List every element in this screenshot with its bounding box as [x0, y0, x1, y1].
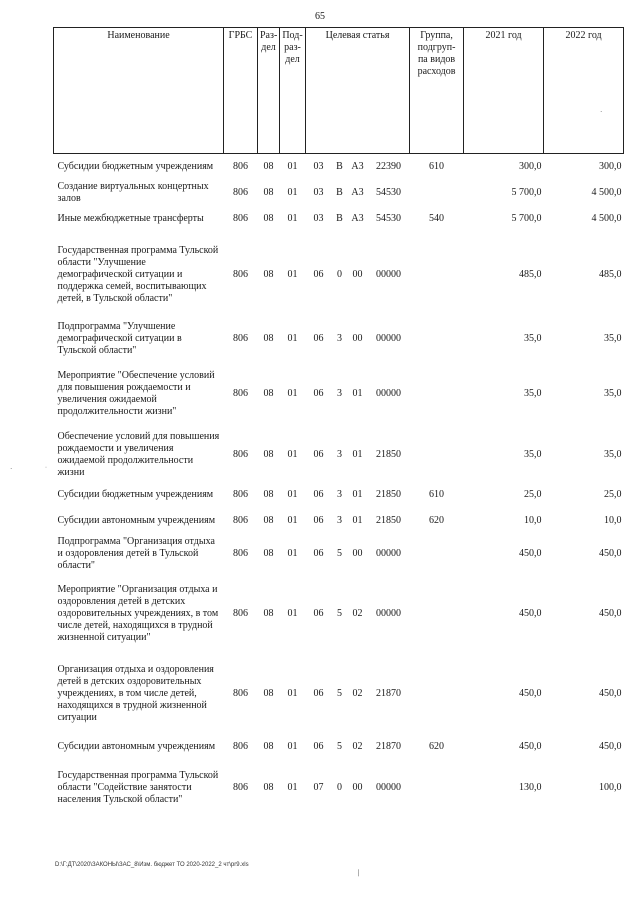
row-name: Мероприятие "Организация отдыха и оздоровления детей в детских оздоровительных учреждениях, в том числе детей, находящихся в трудной жизненной ситуации" [57, 583, 219, 643]
row-target-direction: 00000 [376, 607, 402, 619]
scan-dot: · [45, 465, 47, 471]
row-target-event: А3 [351, 186, 364, 198]
row-target-event: 01 [352, 514, 363, 526]
header-group: Группа, подгруп- па видов расходов [410, 28, 464, 154]
row-amount-2022: 300,0 [599, 160, 622, 172]
header-target: Целевая статья [306, 28, 410, 154]
row-target-direction: 00000 [376, 781, 402, 793]
row-razdel: 08 [263, 268, 274, 280]
table-row [54, 232, 624, 318]
row-target-program: 06 [313, 268, 324, 280]
row-grbs: 806 [233, 387, 248, 399]
table-body [54, 154, 624, 816]
pen-mark: \ [355, 867, 362, 880]
row-expense-group [410, 232, 464, 318]
header-2021: 2021 год [464, 28, 544, 154]
row-expense-group [410, 318, 464, 360]
table-row [54, 482, 624, 508]
row-target-subprogram: 3 [337, 488, 342, 500]
row-amount-2022: 450,0 [599, 687, 622, 699]
footer-file-path: D:\Г:ДТ\2020\ЗАКОНЫ\ЗАС_8\Изм. бюджет ТО 2020-2022_2 чт\pr9.xls [55, 862, 249, 868]
row-podrazdel: 01 [287, 514, 298, 526]
table-row [54, 574, 624, 654]
header-podrazdel: Под- раз- дел [280, 28, 306, 154]
row-name: Государственная программа Тульской области "Улучшение демографической ситуации и поддержка семей, воспитывающих детей, в Тульской области" [57, 244, 219, 304]
row-grbs: 806 [233, 186, 248, 198]
row-name: Субсидии бюджетным учреждениям [57, 488, 214, 500]
row-expense-group [410, 654, 464, 734]
row-target-program: 06 [313, 514, 324, 526]
row-target-program: 06 [313, 448, 324, 460]
row-expense-group [410, 534, 464, 574]
row-amount-2021: 450,0 [519, 740, 542, 752]
row-podrazdel: 01 [287, 547, 298, 559]
row-target-direction: 00000 [376, 387, 402, 399]
row-grbs: 806 [233, 332, 248, 344]
row-target-subprogram: В [336, 212, 343, 224]
table-row [54, 734, 624, 760]
row-name: Иные межбюджетные трансферты [57, 212, 204, 224]
row-razdel: 08 [263, 687, 274, 699]
row-grbs: 806 [233, 740, 248, 752]
row-target-program: 06 [313, 332, 324, 344]
row-amount-2022: 35,0 [604, 448, 622, 460]
row-target-direction: 00000 [376, 332, 402, 344]
row-amount-2022: 450,0 [599, 740, 622, 752]
row-expense-group [410, 574, 464, 654]
row-grbs: 806 [233, 160, 248, 172]
row-target-event: 00 [352, 781, 363, 793]
table-row [54, 318, 624, 360]
row-target-program: 06 [313, 488, 324, 500]
row-name: Организация отдыха и оздоровления детей в детских оздоровительных учреждениях, в том числе детей, находящихся в трудной жизненной ситуации [57, 663, 214, 723]
table-row [54, 360, 624, 428]
row-target-subprogram: 5 [337, 607, 342, 619]
row-target-program: 03 [313, 212, 324, 224]
row-target-direction: 21870 [376, 687, 402, 699]
row-target-program: 06 [313, 740, 324, 752]
row-target-event: А3 [351, 212, 364, 224]
table-row [54, 654, 624, 734]
row-podrazdel: 01 [287, 387, 298, 399]
row-amount-2021: 130,0 [519, 781, 542, 793]
row-podrazdel: 01 [287, 268, 298, 280]
table-row [54, 760, 624, 816]
row-grbs: 806 [233, 212, 248, 224]
row-grbs: 806 [233, 687, 248, 699]
row-target-program: 07 [313, 781, 324, 793]
row-name: Государственная программа Тульской области "Содействие занятости населения Тульской области" [57, 769, 219, 805]
row-amount-2021: 485,0 [519, 268, 542, 280]
row-amount-2021: 35,0 [524, 448, 542, 460]
row-target-subprogram: 0 [337, 268, 342, 280]
budget-table [53, 27, 624, 816]
row-amount-2021: 5 700,0 [511, 186, 542, 198]
table-header [54, 28, 624, 154]
scan-dot: · [10, 465, 13, 473]
row-amount-2022: 25,0 [604, 488, 622, 500]
table-row [54, 206, 624, 232]
row-target-subprogram: 5 [337, 547, 342, 559]
row-expense-group: 610 [429, 160, 445, 172]
row-amount-2021: 25,0 [524, 488, 542, 500]
row-target-direction: 22390 [376, 160, 402, 172]
row-podrazdel: 01 [287, 488, 298, 500]
row-target-subprogram: 0 [337, 781, 342, 793]
row-amount-2021: 300,0 [519, 160, 542, 172]
row-target-subprogram: В [336, 160, 343, 172]
row-amount-2022: 35,0 [604, 387, 622, 399]
row-target-direction: 00000 [376, 547, 402, 559]
row-expense-group: 620 [429, 740, 445, 752]
row-target-event: 02 [352, 607, 363, 619]
row-podrazdel: 01 [287, 212, 298, 224]
row-amount-2022: 35,0 [604, 332, 622, 344]
row-razdel: 08 [263, 607, 274, 619]
row-target-program: 06 [313, 387, 324, 399]
row-target-event: 01 [352, 448, 363, 460]
row-podrazdel: 01 [287, 607, 298, 619]
row-target-event: 01 [352, 488, 363, 500]
row-grbs: 806 [233, 268, 248, 280]
row-target-subprogram: 5 [337, 740, 342, 752]
row-razdel: 08 [263, 212, 274, 224]
row-razdel: 08 [263, 488, 274, 500]
row-amount-2021: 450,0 [519, 547, 542, 559]
row-podrazdel: 01 [287, 740, 298, 752]
row-podrazdel: 01 [287, 781, 298, 793]
row-expense-group: 610 [429, 488, 445, 500]
row-target-event: 00 [352, 268, 363, 280]
row-grbs: 806 [233, 514, 248, 526]
row-podrazdel: 01 [287, 448, 298, 460]
header-name: Наименование [54, 28, 224, 154]
row-amount-2022: 10,0 [604, 514, 622, 526]
row-target-direction: 54530 [376, 186, 402, 198]
row-target-program: 03 [313, 160, 324, 172]
row-name: Подпрограмма "Улучшение демографической ситуации в Тульской области" [57, 320, 182, 356]
row-target-event: А3 [351, 160, 364, 172]
scan-dot: · [600, 108, 603, 116]
table-row [54, 428, 624, 482]
row-razdel: 08 [263, 160, 274, 172]
row-target-subprogram: 3 [337, 387, 342, 399]
row-amount-2021: 5 700,0 [511, 212, 542, 224]
row-target-program: 06 [313, 687, 324, 699]
header-grbs: ГРБС [224, 28, 258, 154]
table-row [54, 180, 624, 206]
row-target-direction: 54530 [376, 212, 402, 224]
row-podrazdel: 01 [287, 186, 298, 198]
row-grbs: 806 [233, 547, 248, 559]
row-name: Субсидии бюджетным учреждениям [57, 160, 214, 172]
row-name: Субсидии автономным учреждениям [57, 514, 216, 526]
row-amount-2022: 485,0 [599, 268, 622, 280]
row-target-direction: 21850 [376, 514, 402, 526]
table-row [54, 154, 624, 180]
row-target-event: 00 [352, 547, 363, 559]
row-razdel: 08 [263, 332, 274, 344]
row-razdel: 08 [263, 448, 274, 460]
table-row [54, 508, 624, 534]
row-podrazdel: 01 [287, 687, 298, 699]
row-target-direction: 21850 [376, 448, 402, 460]
row-expense-group: 540 [429, 212, 445, 224]
row-target-program: 06 [313, 607, 324, 619]
row-target-direction: 21850 [376, 488, 402, 500]
row-expense-group: 620 [429, 514, 445, 526]
row-amount-2022: 100,0 [599, 781, 622, 793]
row-target-subprogram: 5 [337, 687, 342, 699]
row-name: Субсидии автономным учреждениям [57, 740, 216, 752]
row-expense-group [410, 360, 464, 428]
row-grbs: 806 [233, 448, 248, 460]
row-razdel: 08 [263, 781, 274, 793]
row-razdel: 08 [263, 387, 274, 399]
row-podrazdel: 01 [287, 332, 298, 344]
row-name: Подпрограмма "Организация отдыха и оздоровления детей в Тульской области" [57, 535, 215, 571]
row-target-subprogram: 3 [337, 514, 342, 526]
row-name: Мероприятие "Обеспечение условий для повышения рождаемости и увеличения ожидаемой продолжительности жизни" [57, 369, 215, 417]
row-amount-2022: 450,0 [599, 547, 622, 559]
row-amount-2021: 450,0 [519, 687, 542, 699]
table-row [54, 534, 624, 574]
row-target-event: 01 [352, 387, 363, 399]
row-razdel: 08 [263, 514, 274, 526]
row-grbs: 806 [233, 488, 248, 500]
row-target-event: 02 [352, 740, 363, 752]
row-razdel: 08 [263, 740, 274, 752]
row-podrazdel: 01 [287, 160, 298, 172]
row-target-direction: 00000 [376, 268, 402, 280]
row-expense-group [410, 180, 464, 206]
row-target-event: 00 [352, 332, 363, 344]
row-expense-group [410, 428, 464, 482]
row-amount-2021: 450,0 [519, 607, 542, 619]
row-name: Создание виртуальных концертных залов [57, 180, 209, 204]
row-target-subprogram: 3 [337, 332, 342, 344]
row-expense-group [410, 760, 464, 816]
page-number: 65 [315, 11, 325, 22]
row-razdel: 08 [263, 186, 274, 198]
row-razdel: 08 [263, 547, 274, 559]
header-2022: 2022 год [544, 28, 624, 154]
header-razdel: Раз- дел [258, 28, 280, 154]
row-amount-2021: 10,0 [524, 514, 542, 526]
row-target-program: 03 [313, 186, 324, 198]
row-target-program: 06 [313, 547, 324, 559]
row-target-subprogram: В [336, 186, 343, 198]
row-amount-2022: 4 500,0 [591, 212, 622, 224]
row-grbs: 806 [233, 781, 248, 793]
row-amount-2022: 450,0 [599, 607, 622, 619]
row-grbs: 806 [233, 607, 248, 619]
row-target-subprogram: 3 [337, 448, 342, 460]
row-amount-2021: 35,0 [524, 387, 542, 399]
row-target-direction: 21870 [376, 740, 402, 752]
row-amount-2022: 4 500,0 [591, 186, 622, 198]
row-amount-2021: 35,0 [524, 332, 542, 344]
row-target-event: 02 [352, 687, 363, 699]
row-name: Обеспечение условий для повышения рождаемости и увеличения ожидаемой продолжительности жизни [57, 430, 220, 478]
